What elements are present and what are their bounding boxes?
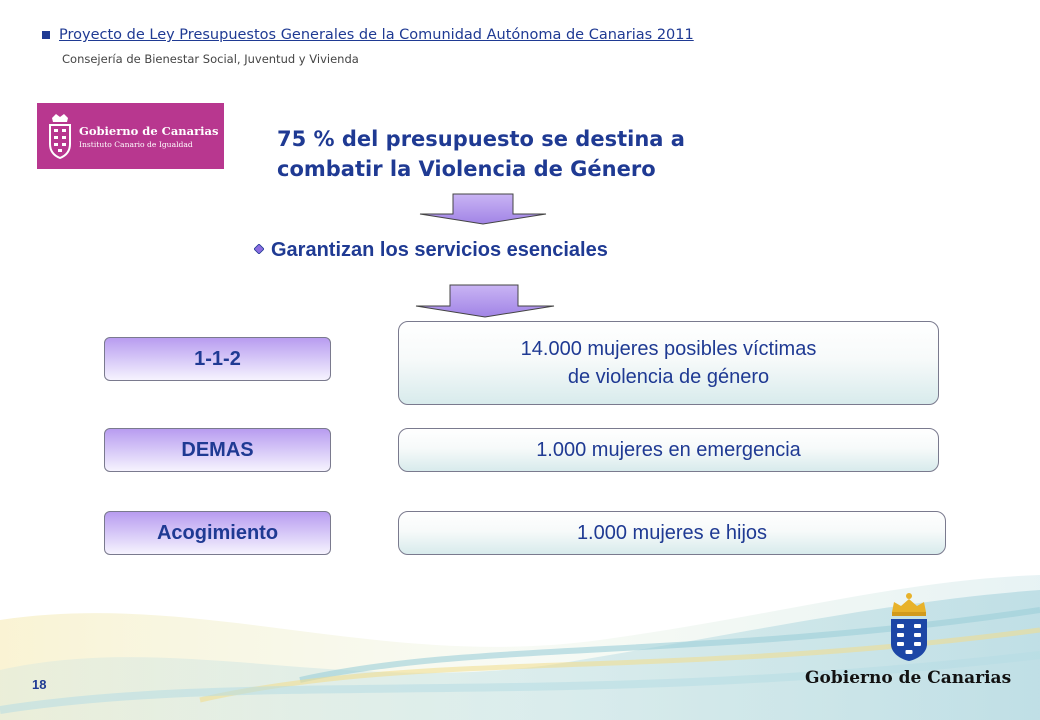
diamond-bullet-icon <box>254 244 264 254</box>
page-number: 18 <box>32 677 47 692</box>
header-subtitle: Consejería de Bienestar Social, Juventud y Vivienda <box>62 52 359 66</box>
header-title-link[interactable]: Proyecto de Ley Presupuestos Generales de la Comunidad Autónoma de Canarias 2011 <box>59 27 694 43</box>
service-label-112: 1-1-2 <box>104 337 331 381</box>
down-arrow-icon <box>414 284 556 318</box>
subheadline-text: Garantizan los servicios esenciales <box>271 239 608 261</box>
coat-of-arms-icon <box>47 112 73 160</box>
logo-line-1: Gobierno de Canarias <box>79 124 219 138</box>
service-label-acogimiento: Acogimiento <box>104 511 331 555</box>
service-label-demas: DEMAS <box>104 428 331 472</box>
logo-line-2: Instituto Canario de Igualdad <box>79 140 193 149</box>
service-description-112 <box>398 321 939 405</box>
down-arrow-icon <box>418 193 548 225</box>
service-description-demas: 1.000 mujeres en emergencia <box>398 428 939 472</box>
service-description-acogimiento: 1.000 mujeres e hijos <box>398 511 946 555</box>
description-line-1: 14.000 mujeres posibles víctimas <box>520 338 817 360</box>
subheadline <box>254 239 608 262</box>
decorative-waves <box>0 560 1040 720</box>
description-line-2: de violencia de género <box>567 366 770 388</box>
footer-brand: Gobierno de Canarias <box>805 668 1012 688</box>
coat-of-arms-icon <box>886 592 932 662</box>
header-bullet <box>42 31 50 39</box>
instituto-logo <box>37 103 224 169</box>
headline: 75 % del presupuesto se destina a combatir la Violencia de Género <box>277 127 685 181</box>
